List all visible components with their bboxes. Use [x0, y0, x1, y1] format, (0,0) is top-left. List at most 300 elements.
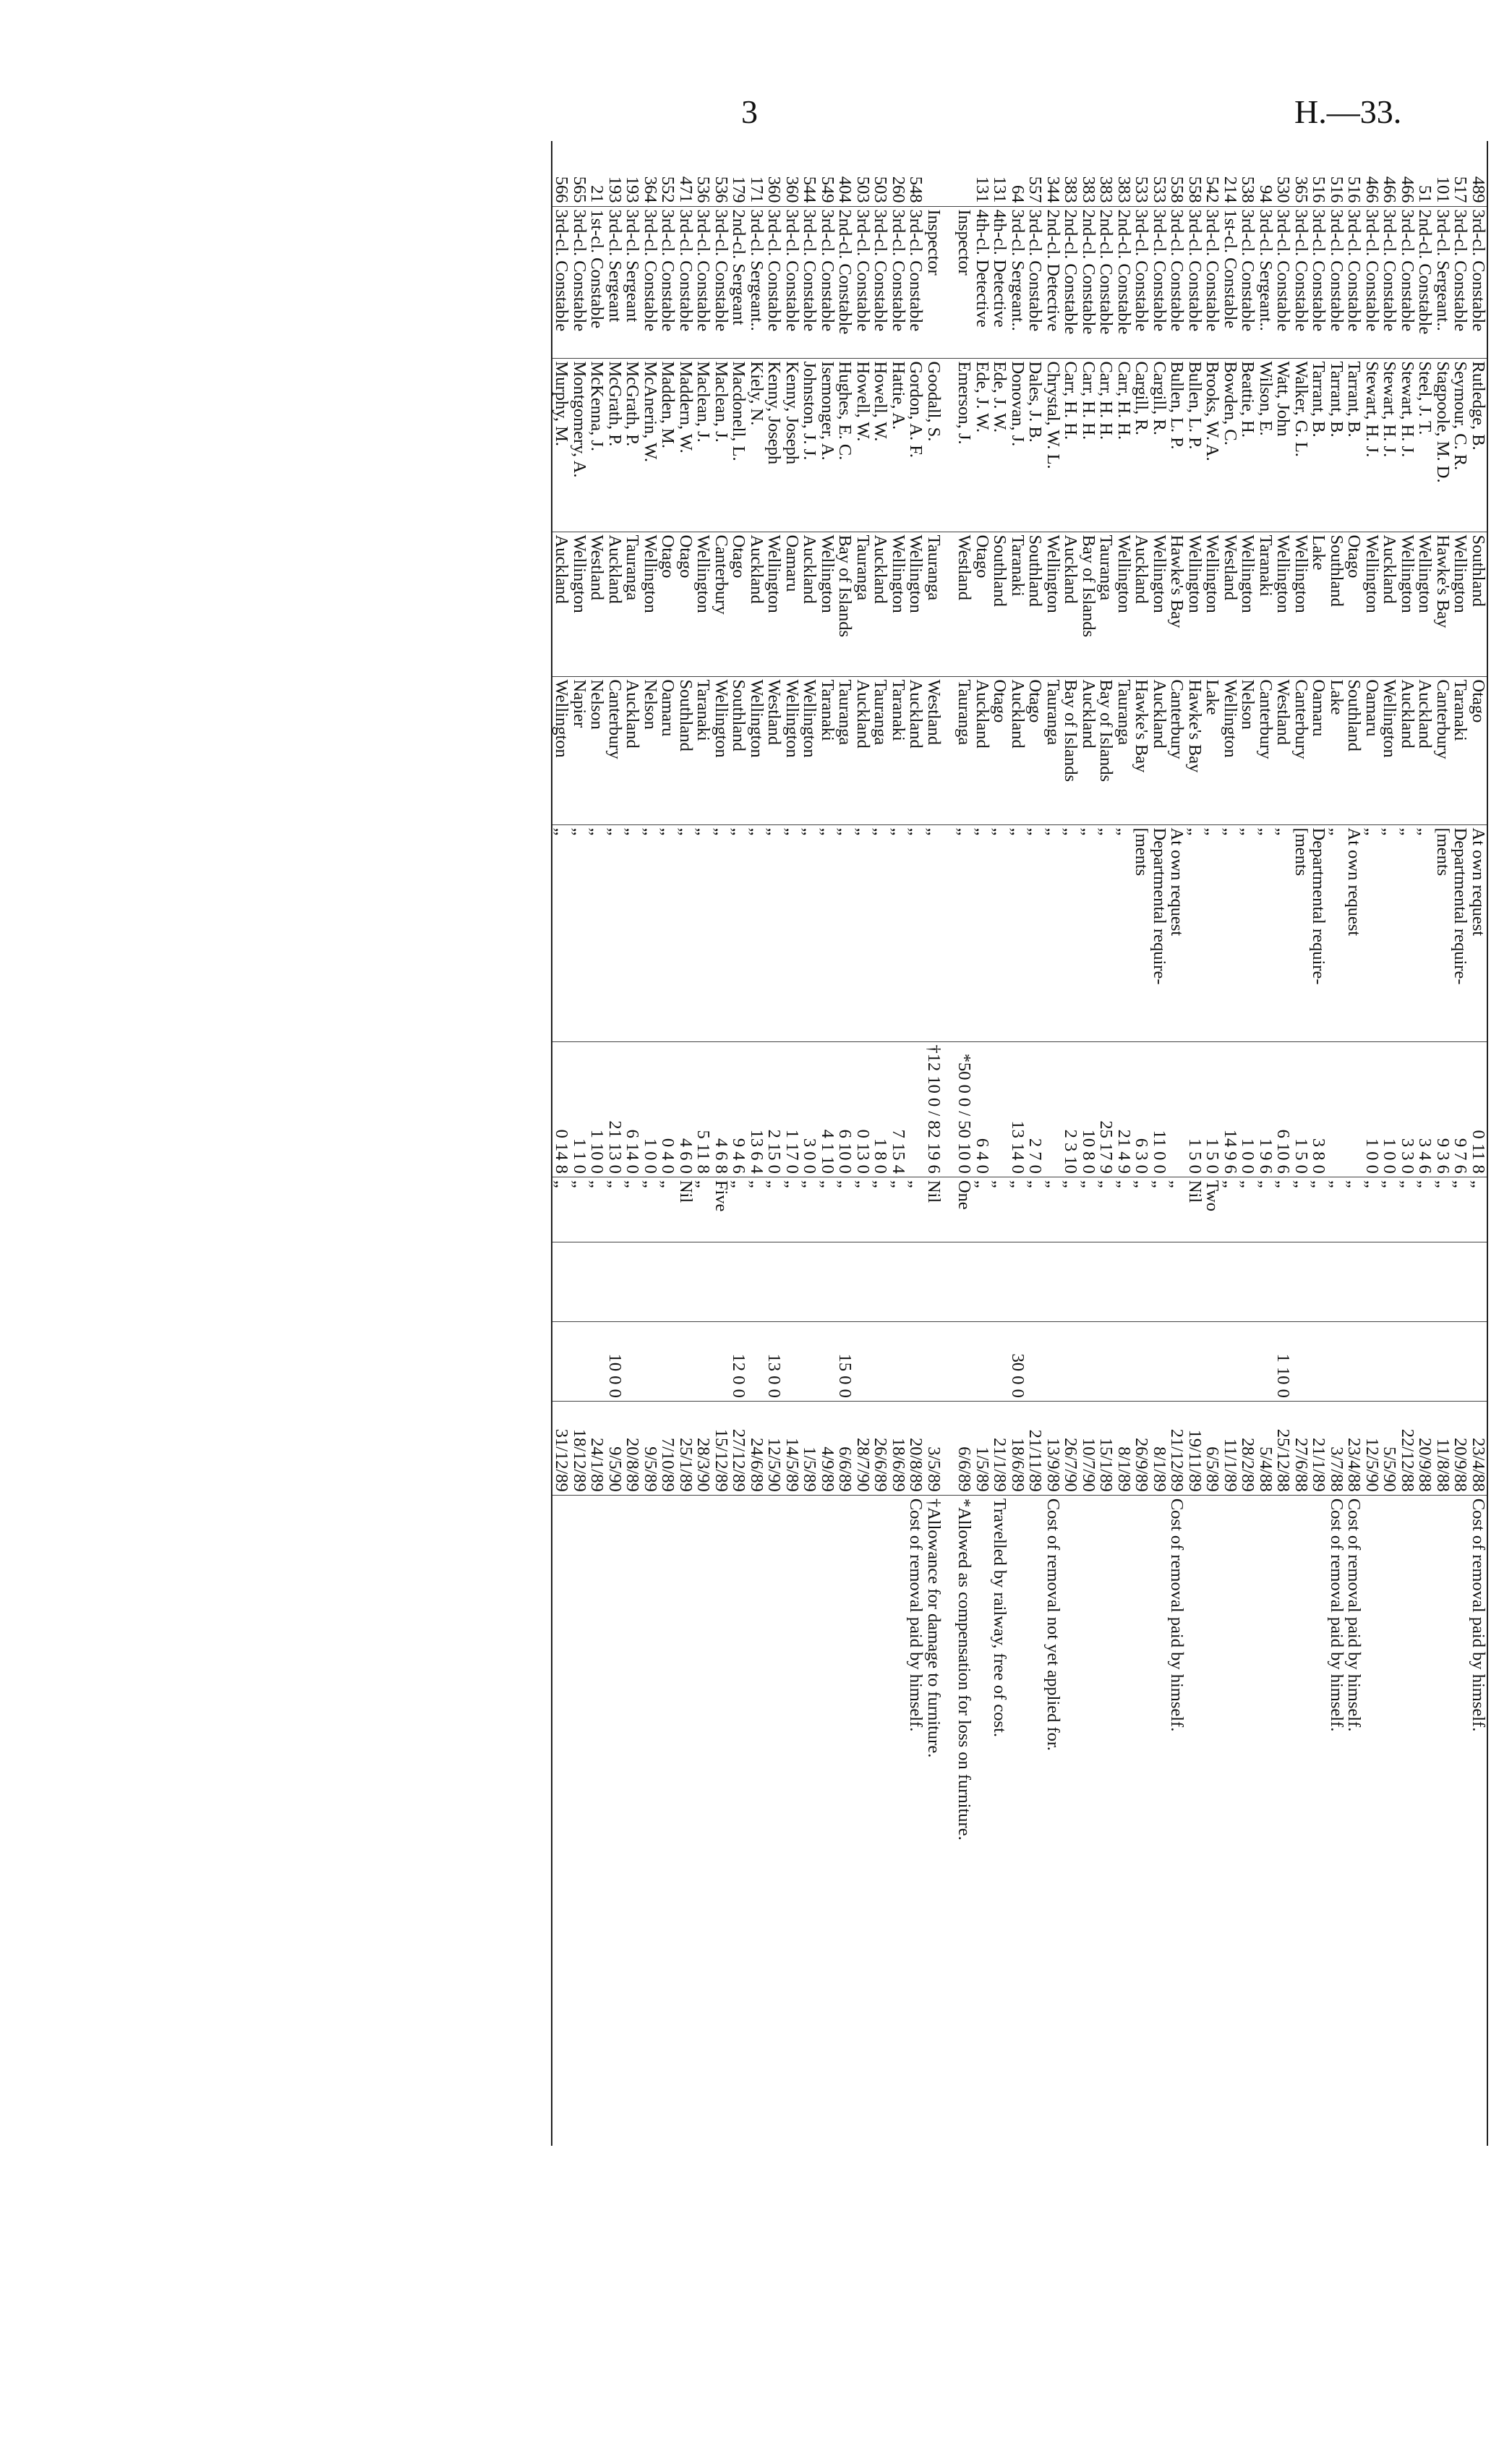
- row-number-cell: 533: [1150, 141, 1169, 206]
- from-station-cell: Otago: [1345, 532, 1363, 676]
- cost-of-removal-cell: 1 10 0: [588, 1041, 606, 1177]
- table-row: [765, 141, 783, 2146]
- cost-of-removal-cell: †12 10 0 / 82 19 6: [925, 1041, 943, 1177]
- from-station-cell: Lake: [1310, 532, 1328, 676]
- officer-name-cell: Chrystal, W. L.: [1044, 358, 1062, 532]
- row-number-cell: 21: [588, 141, 606, 206]
- cost-of-removal-cell: 1 9 6: [1257, 1041, 1275, 1177]
- reason-cell: „: [836, 824, 854, 1041]
- date-cell: 27/6/88: [1292, 1401, 1310, 1495]
- rank-cell: 3rd-cl. Sergeant..: [1009, 206, 1027, 358]
- remarks-cell: [871, 1495, 889, 2146]
- from-station-cell: Auckland: [606, 532, 624, 676]
- row-spacer: [942, 141, 955, 2146]
- allowance-b-cell: [677, 1321, 695, 1401]
- from-station-cell: Auckland: [1380, 532, 1398, 676]
- children-cell: „: [1080, 1177, 1098, 1242]
- children-cell: Two: [1203, 1177, 1221, 1242]
- allowance-b-cell: [694, 1321, 712, 1401]
- from-station-cell: Auckland: [1062, 532, 1080, 676]
- row-number-cell: 544: [800, 141, 819, 206]
- date-cell: 26/9/89: [1132, 1401, 1150, 1495]
- remarks-cell: [1026, 1495, 1044, 2146]
- officer-name-cell: Ede, J. W.: [973, 358, 991, 532]
- row-number-cell: 214: [1221, 141, 1239, 206]
- from-station-cell: Oamaru: [783, 532, 801, 676]
- reason-cell: „: [677, 824, 695, 1041]
- to-station-cell: Wellington: [783, 676, 801, 824]
- date-cell: 12/5/90: [765, 1401, 783, 1495]
- cost-of-removal-cell: 9 4 6: [730, 1041, 748, 1177]
- date-cell: 21/12/89: [1168, 1401, 1186, 1495]
- table-row: [800, 141, 819, 2146]
- table-row: [1115, 141, 1133, 2146]
- cost-of-removal-cell: 2 15 0: [765, 1041, 783, 1177]
- to-station-cell: Taranaki: [819, 676, 837, 824]
- allowance-b-cell: [1328, 1321, 1346, 1401]
- to-station-cell: Auckland: [623, 676, 641, 824]
- to-station-cell: Westland: [765, 676, 783, 824]
- officer-name-cell: Seymour, C. R.: [1451, 358, 1469, 532]
- officer-name-cell: Kiely, N.: [748, 358, 766, 532]
- cost-of-removal-cell: 9 7 6: [1451, 1041, 1469, 1177]
- officer-name-cell: Kenny, Joseph: [783, 358, 801, 532]
- reason-cell: „: [854, 824, 872, 1041]
- cost-of-removal-cell: 6 10 0: [836, 1041, 854, 1177]
- allowance-a-cell: [1257, 1242, 1275, 1321]
- allowance-b-cell: [1186, 1321, 1204, 1401]
- to-station-cell: Auckland: [1009, 676, 1027, 824]
- table-body: [552, 141, 1487, 2146]
- allowance-a-cell: [1080, 1242, 1098, 1321]
- remarks-cell: [1132, 1495, 1150, 2146]
- allowance-a-cell: [1345, 1242, 1363, 1321]
- cost-of-removal-cell: 0 4 0: [659, 1041, 677, 1177]
- remarks-cell: [1451, 1495, 1469, 2146]
- allowance-a-cell: [1310, 1242, 1328, 1321]
- table-row: [571, 141, 589, 2146]
- to-station-cell: Auckland: [973, 676, 991, 824]
- from-station-cell: Southland: [991, 532, 1009, 676]
- from-station-cell: Wellington: [1203, 532, 1221, 676]
- date-cell: 15/1/89: [1097, 1401, 1115, 1495]
- reason-cell: „: [1097, 824, 1115, 1041]
- children-cell: Five: [712, 1177, 730, 1242]
- allowance-b-cell: [1292, 1321, 1310, 1401]
- reason-cell: „: [925, 824, 943, 1041]
- row-number-cell: 179: [730, 141, 748, 206]
- to-station-cell: Westland: [925, 676, 943, 824]
- from-station-cell: Westland: [588, 532, 606, 676]
- cost-of-removal-cell: 3 8 0: [1310, 1041, 1328, 1177]
- allowance-b-cell: [819, 1321, 837, 1401]
- table-row: [606, 141, 624, 2146]
- to-station-cell: Tauranga: [871, 676, 889, 824]
- reason-cell: „: [955, 824, 973, 1041]
- table-row: [871, 141, 889, 2146]
- cost-of-removal-cell: 21 4 9: [1115, 1041, 1133, 1177]
- rank-cell: 3rd-cl. Constable: [1292, 206, 1310, 358]
- cost-of-removal-cell: 13 14 0: [1009, 1041, 1027, 1177]
- cost-of-removal-cell: 1 17 0: [783, 1041, 801, 1177]
- allowance-a-cell: [1292, 1242, 1310, 1321]
- children-cell: „: [1097, 1177, 1115, 1242]
- from-station-cell: Tauranga: [623, 532, 641, 676]
- from-station-cell: Hawke's Bay: [1434, 532, 1452, 676]
- remarks-cell: *Allowed as compensation for loss on furniture.: [954, 1498, 975, 1841]
- table-row: [819, 141, 837, 2146]
- allowance-a-cell: [854, 1242, 872, 1321]
- table-row: [854, 141, 872, 2146]
- officer-name-cell: McGrath, P.: [623, 358, 641, 532]
- reason-cell: „: [1115, 824, 1133, 1041]
- officer-name-cell: Watt, John: [1274, 358, 1292, 532]
- row-number-cell: 530: [1274, 141, 1292, 206]
- reason-cell: „: [800, 824, 819, 1041]
- allowance-b-cell: [1150, 1321, 1169, 1401]
- officer-name-cell: McGrath, P.: [606, 358, 624, 532]
- date-cell: 22/12/88: [1398, 1401, 1417, 1495]
- allowance-b-cell: [623, 1321, 641, 1401]
- to-station-cell: Bay of Islands: [1062, 676, 1080, 824]
- rank-cell: 3rd-cl. Constable: [1345, 206, 1363, 358]
- allowance-b-cell: [641, 1321, 659, 1401]
- date-cell: 18/6/89: [1009, 1401, 1027, 1495]
- remarks-cell: Cost of removal paid by himself.: [1469, 1495, 1488, 2146]
- cost-of-removal-cell: 3 0 0: [800, 1041, 819, 1177]
- remarks-cell: [854, 1495, 872, 2146]
- row-number-cell: 193: [623, 141, 641, 206]
- to-station-cell: Nelson: [1239, 676, 1257, 824]
- row-number-cell: 383: [1080, 141, 1098, 206]
- date-cell: 27/12/89: [730, 1401, 748, 1495]
- cost-of-removal-cell: 10 8 0: [1080, 1041, 1098, 1177]
- cost-of-removal-cell: 14 9 6: [1221, 1041, 1239, 1177]
- remarks-cell: [1080, 1495, 1098, 2146]
- reason-cell: „: [1080, 824, 1098, 1041]
- row-number-cell: 383: [1097, 141, 1115, 206]
- remarks-cell: [677, 1495, 695, 2146]
- rank-cell: 3rd-cl. Constable: [1363, 206, 1381, 358]
- allowance-b-cell: [871, 1321, 889, 1401]
- reason-cell: „: [819, 824, 837, 1041]
- remarks-cell: [552, 1495, 571, 2146]
- allowance-a-cell: [1115, 1242, 1133, 1321]
- children-cell: „: [1451, 1177, 1469, 1242]
- remarks-cell: Travelled by railway, free of cost.: [990, 1498, 1010, 1738]
- row-number-cell: 517: [1451, 141, 1469, 206]
- reason-cell: „: [1328, 824, 1346, 1041]
- reason-cell: „: [659, 824, 677, 1041]
- remarks-cell: [659, 1495, 677, 2146]
- children-cell: „: [889, 1177, 907, 1242]
- date-cell: 26/7/90: [1062, 1401, 1080, 1495]
- reason-cell: „: [694, 824, 712, 1041]
- officer-name-cell: Tarrant, B.: [1328, 358, 1346, 532]
- allowance-a-cell: [730, 1242, 748, 1321]
- table-row: [907, 141, 925, 2146]
- rotated-table-container: [78, 141, 1488, 2390]
- allowance-a-cell: [1062, 1242, 1080, 1321]
- date-cell: 9/5/90: [606, 1401, 624, 1495]
- row-number-cell: 94: [1257, 141, 1275, 206]
- to-station-cell: Oamaru: [1363, 676, 1381, 824]
- children-cell: „: [1292, 1177, 1310, 1242]
- table-row: [1380, 141, 1398, 2146]
- remarks-cell: [836, 1495, 854, 2146]
- rank-cell: 4th-cl. Detective: [973, 206, 991, 358]
- date-cell: 11/8/88: [1434, 1401, 1452, 1495]
- reason-cell: „: [1186, 824, 1204, 1041]
- children-cell: „: [1044, 1177, 1062, 1242]
- row-number-cell: 360: [765, 141, 783, 206]
- cost-of-removal-cell: 1 1 0: [571, 1041, 589, 1177]
- allowance-b-cell: 10 0 0: [606, 1321, 624, 1401]
- rank-cell: 3rd-cl. Constable: [819, 206, 837, 358]
- to-station-cell: Otago: [1469, 676, 1488, 824]
- table-row: [1221, 141, 1239, 2146]
- officer-name-cell: Tarrant, B.: [1345, 358, 1363, 532]
- table-row: [1044, 141, 1062, 2146]
- row-number-cell: 516: [1328, 141, 1346, 206]
- officer-name-cell: McKenna, J.: [588, 358, 606, 532]
- allowance-b-cell: [1221, 1321, 1239, 1401]
- to-station-cell: Auckland: [1416, 676, 1434, 824]
- remarks-cell: [1062, 1495, 1080, 2146]
- row-number-cell: 360: [783, 141, 801, 206]
- children-cell: „: [748, 1177, 766, 1242]
- to-station-cell: Tauranga: [1044, 676, 1062, 824]
- rank-cell: Inspector: [925, 206, 943, 358]
- reason-cell: [ments: [1132, 824, 1150, 1041]
- reason-cell: „: [1044, 824, 1062, 1041]
- row-number-cell: 364: [641, 141, 659, 206]
- officer-name-cell: Johnston, J. J.: [800, 358, 819, 532]
- from-station-cell: Wellington: [1292, 532, 1310, 676]
- allowance-a-cell: [1434, 1242, 1452, 1321]
- table-row: [1009, 141, 1027, 2146]
- row-number-cell: 344: [1044, 141, 1062, 206]
- from-station-cell: Otago: [730, 532, 748, 676]
- rank-cell: 3rd-cl. Constable: [571, 206, 589, 358]
- remarks-cell: [1416, 1495, 1434, 2146]
- to-station-cell: Auckland: [854, 676, 872, 824]
- from-station-cell: Auckland: [800, 532, 819, 676]
- allowance-b-cell: 13 0 0: [765, 1321, 783, 1401]
- allowance-a-cell: [889, 1242, 907, 1321]
- allowance-b-cell: [1203, 1321, 1221, 1401]
- allowance-a-cell: [1168, 1242, 1186, 1321]
- table-row: [1150, 141, 1169, 2146]
- from-station-cell: Tauranga: [854, 532, 872, 676]
- reason-cell: „: [641, 824, 659, 1041]
- allowance-b-cell: [1080, 1321, 1098, 1401]
- row-number-cell: 503: [854, 141, 872, 206]
- reason-cell: „: [1203, 824, 1221, 1041]
- from-station-cell: Wellington: [1186, 532, 1204, 676]
- rank-cell: 3rd-cl. Constable: [783, 206, 801, 358]
- from-station-cell: Taranaki: [1009, 532, 1027, 676]
- row-number-cell: 383: [1062, 141, 1080, 206]
- to-station-cell: Hawke's Bay: [1186, 676, 1204, 824]
- rank-cell: 3rd-cl. Constable: [1310, 206, 1328, 358]
- from-station-cell: Otago: [659, 532, 677, 676]
- remarks-cell: [588, 1495, 606, 2146]
- remarks-cell: [1115, 1495, 1133, 2146]
- allowance-b-cell: [1310, 1321, 1328, 1401]
- from-station-cell: Wellington: [1274, 532, 1292, 676]
- allowance-b-cell: [1380, 1321, 1398, 1401]
- allowance-a-cell: [1097, 1242, 1115, 1321]
- row-number-cell: [925, 141, 943, 206]
- allowance-a-cell: [1469, 1242, 1488, 1321]
- reason-cell: „: [748, 824, 766, 1041]
- remarks-cell: [1257, 1495, 1275, 2146]
- officer-name-cell: Gordon, A. F.: [907, 358, 925, 532]
- children-cell: „: [819, 1177, 837, 1242]
- allowance-a-cell: [907, 1242, 925, 1321]
- children-cell: „: [1257, 1177, 1275, 1242]
- cost-of-removal-cell: 6 14 0: [623, 1041, 641, 1177]
- reason-cell: „: [783, 824, 801, 1041]
- date-cell: 9/5/89: [641, 1401, 659, 1495]
- date-cell: 7/10/89: [659, 1401, 677, 1495]
- from-station-cell: Wellington: [1150, 532, 1169, 676]
- date-cell: 13/9/89: [1044, 1401, 1062, 1495]
- cost-of-removal-cell: 0 13 0: [854, 1041, 872, 1177]
- table-row: [1328, 141, 1346, 2146]
- row-number-cell: 565: [571, 141, 589, 206]
- date-cell: 25/12/88: [1274, 1401, 1292, 1495]
- officer-name-cell: Montgomery, A.: [571, 358, 589, 532]
- allowance-b-cell: [1132, 1321, 1150, 1401]
- reason-cell: „: [1398, 824, 1417, 1041]
- table-row: [712, 141, 730, 2146]
- reason-cell: „: [1009, 824, 1027, 1041]
- row-number-cell: 538: [1239, 141, 1257, 206]
- date-cell: 24/6/89: [748, 1401, 766, 1495]
- rank-cell: 3rd-cl. Constable: [1328, 206, 1346, 358]
- reason-cell: „: [552, 824, 571, 1041]
- allowance-a-cell: [1132, 1242, 1150, 1321]
- date-cell: 20/8/89: [623, 1401, 641, 1495]
- cost-of-removal-cell: 1 0 0: [1239, 1041, 1257, 1177]
- remarks-cell: [1186, 1495, 1204, 2146]
- reason-cell: „: [765, 824, 783, 1041]
- children-cell: „: [1363, 1177, 1381, 1242]
- reason-cell: „: [623, 824, 641, 1041]
- date-cell: 28/7/90: [854, 1401, 872, 1495]
- from-station-cell: Wellington: [819, 532, 837, 676]
- from-station-cell: Bay of Islands: [1080, 532, 1098, 676]
- allowance-b-cell: [1363, 1321, 1381, 1401]
- allowance-b-cell: [854, 1321, 872, 1401]
- rank-cell: 3rd-cl. Constable: [1239, 206, 1257, 358]
- officer-name-cell: Howell, W.: [871, 358, 889, 532]
- date-cell: 3/7/88: [1328, 1401, 1346, 1495]
- allowance-b-cell: [552, 1321, 571, 1401]
- allowance-b-cell: [712, 1321, 730, 1401]
- allowance-a-cell: [765, 1242, 783, 1321]
- cost-of-removal-cell: [907, 1041, 925, 1177]
- table-row: [1434, 141, 1452, 2146]
- row-number-cell: 131: [991, 141, 1009, 206]
- cost-of-removal-cell: 11 0 0: [1150, 1041, 1169, 1177]
- officer-name-cell: McAnerin, W.: [641, 358, 659, 532]
- remarks-cell: [1310, 1495, 1328, 2146]
- allowance-a-cell: [1380, 1242, 1398, 1321]
- cost-of-removal-cell: 1 0 0: [1363, 1041, 1381, 1177]
- date-cell: 3/5/89: [925, 1401, 943, 1495]
- rank-cell: 3rd-cl. Constable: [1026, 206, 1044, 358]
- remarks-cell: [1398, 1495, 1417, 2146]
- allowance-a-cell: [1009, 1242, 1027, 1321]
- officer-name-cell: Carr, H. H.: [1062, 358, 1080, 532]
- allowance-a-cell: [1363, 1242, 1381, 1321]
- cost-of-removal-cell: 0 14 8: [552, 1041, 571, 1177]
- cost-of-removal-cell: 1 0 0: [641, 1041, 659, 1177]
- row-number-cell: 542: [1203, 141, 1221, 206]
- date-cell: 18/6/89: [889, 1401, 907, 1495]
- children-cell: „: [973, 1177, 991, 1242]
- date-cell: 5/4/88: [1257, 1401, 1275, 1495]
- allowance-a-cell: [1274, 1242, 1292, 1321]
- remarks-cell: [765, 1495, 783, 2146]
- table-row: [836, 141, 854, 2146]
- row-number-cell: 193: [606, 141, 624, 206]
- row-number-cell: 536: [712, 141, 730, 206]
- row-number-cell: 64: [1009, 141, 1027, 206]
- rank-cell: 3rd-cl. Constable: [1168, 206, 1186, 358]
- rank-cell: 3rd-cl. Constable: [889, 206, 907, 358]
- remarks-cell: †Allowance for damage to furniture.: [924, 1498, 944, 1758]
- date-cell: 8/1/89: [1115, 1401, 1133, 1495]
- officer-name-cell: Macdonell, L.: [730, 358, 748, 532]
- reason-cell: „: [588, 824, 606, 1041]
- date-cell: 25/1/89: [677, 1401, 695, 1495]
- to-station-cell: Auckland: [907, 676, 925, 824]
- remarks-cell: [819, 1495, 837, 2146]
- from-station-cell: Wellington: [907, 532, 925, 676]
- table-row: [1398, 141, 1417, 2146]
- allowance-a-cell: [1398, 1242, 1417, 1321]
- officer-name-cell: Cargill, R.: [1150, 358, 1169, 532]
- rank-cell: 3rd-cl. Sergeant..: [1434, 206, 1452, 358]
- table-row: [694, 141, 712, 2146]
- reason-cell: „: [871, 824, 889, 1041]
- to-station-cell: Wellington: [800, 676, 819, 824]
- allowance-a-cell: [641, 1242, 659, 1321]
- allowance-b-cell: [1416, 1321, 1434, 1401]
- remarks-cell: [606, 1495, 624, 2146]
- from-station-cell: Auckland: [1132, 532, 1150, 676]
- officer-name-cell: Walker, G. L.: [1292, 358, 1310, 532]
- table-row: [588, 141, 606, 2146]
- rank-cell: 3rd-cl. Constable: [677, 206, 695, 358]
- to-station-cell: Tauranga: [1115, 676, 1133, 824]
- children-cell: „: [1416, 1177, 1434, 1242]
- date-cell: 4/9/89: [819, 1401, 837, 1495]
- remarks-cell: [694, 1495, 712, 2146]
- reason-cell: „: [1221, 824, 1239, 1041]
- allowance-b-cell: [991, 1321, 1009, 1401]
- children-cell: „: [1310, 1177, 1328, 1242]
- rank-cell: 3rd-cl. Sergeant..: [748, 206, 766, 358]
- remarks-cell: [1434, 1495, 1452, 2146]
- from-station-cell: Wellington: [1239, 532, 1257, 676]
- allowance-a-cell: [991, 1242, 1009, 1321]
- reason-cell: „: [606, 824, 624, 1041]
